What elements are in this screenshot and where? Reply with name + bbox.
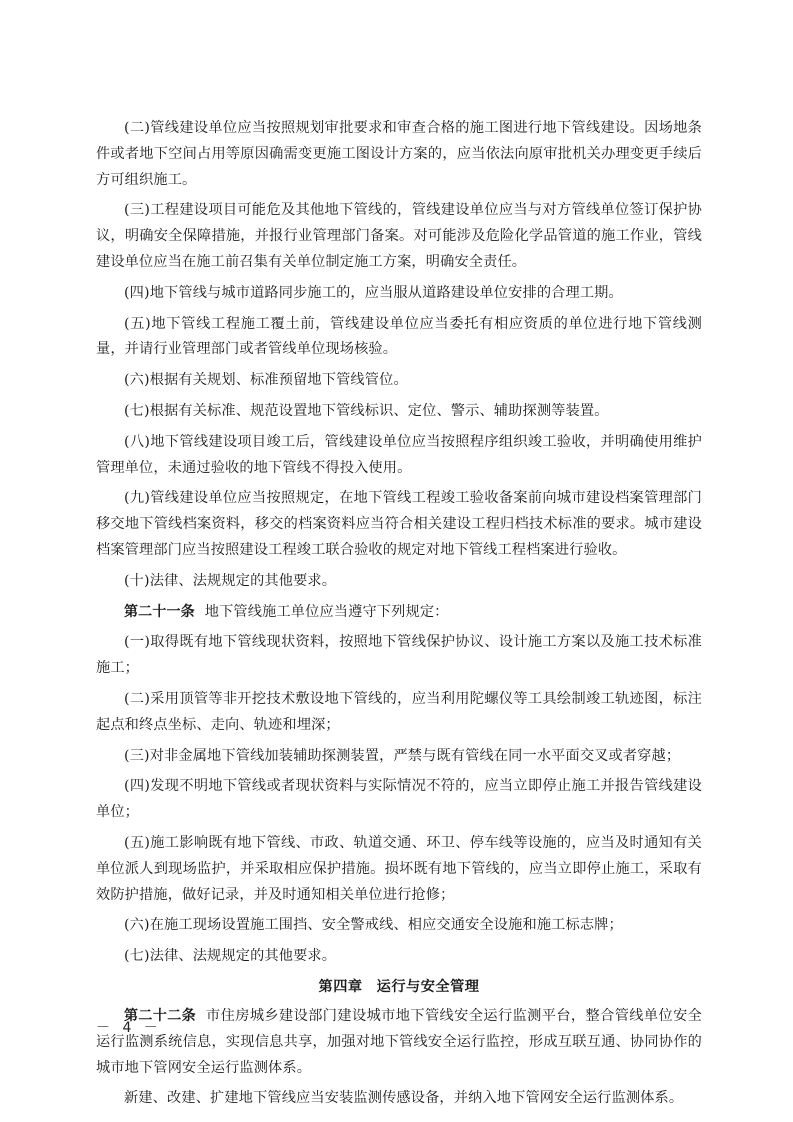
article-22-label: 第二十二条 <box>124 1007 197 1024</box>
rule-5: (五)施工影响既有地下管线、市政、轨道交通、环卫、停车线等设施的，应当及时通知有关单位派人到现场监护，并采取相应保护措施。损坏既有地下管线的，应当立即停止施工，采取有效防护措施，做好记录，并及时通知相关单位进行抢修； <box>96 834 702 903</box>
page-number: － 4 － <box>96 1020 162 1036</box>
article-21 <box>96 600 702 626</box>
rule-2: (二)采用顶管等非开挖技术敷设地下管线的，应当利用陀螺仪等工具绘制竣工轨迹图，标注起点和终点坐标、走向、轨迹和埋深； <box>96 690 702 733</box>
article-21-text: 地下管线施工单位应当遵守下列规定： <box>204 603 449 620</box>
clause-8: (八)地下管线建设项目竣工后，管线建设单位应当按照程序组织竣工验收，并明确使用维护管理单位，未通过验收的地下管线不得投入使用。 <box>96 433 702 476</box>
rule-6: (六)在施工现场设置施工围挡、安全警戒线、相应交通安全设施和施工标志牌； <box>124 917 623 934</box>
rule-1: (一)取得既有地下管线现状资料，按照地下管线保护协议、设计施工方案以及施工技术标准施工； <box>96 634 702 677</box>
article-22-text: 市住房城乡建设部门建设城市地下管线安全运行监测平台，整合管线单位安全运行监测系统信息，实现信息共享，加强对地下管线安全运行监控，形成互联互通、协同协作的城市地下管网安全运行监测体系。 <box>96 1007 703 1076</box>
rule-7: (七)法律、法规规定的其他要求。 <box>124 948 337 965</box>
article-22 <box>96 1004 702 1081</box>
page-body <box>96 116 702 1117</box>
rule-3: (三)对非金属地下管线加装辅助探测装置，严禁与既有管线在同一水平面交叉或者穿越； <box>124 747 681 764</box>
chapter-number: 第四章 <box>318 978 363 995</box>
clause-10: (十)法律、法规规定的其他要求。 <box>124 572 337 589</box>
article-21-label: 第二十一条 <box>124 603 195 620</box>
chapter-title: 运行与安全管理 <box>376 978 480 995</box>
clause-3: (三)工程建设项目可能危及其他地下管线的，管线建设单位应当与对方管线单位签订保护协议，明确安全保障措施，并报行业管理部门备案。对可能涉及危险化学品管道的施工作业，管线建设单位应当在施工前召集有关单位制定施工方案，明确安全责任。 <box>96 202 702 270</box>
rule-4: (四)发现不明地下管线或者现状资料与实际情况不符的，应当立即停止施工并报告管线建设单位； <box>96 778 702 821</box>
closing-paragraph: 新建、改建、扩建地下管线应当安装监测传感设备，并纳入地下管网安全运行监测体系。 <box>124 1090 684 1107</box>
clause-5: (五)地下管线工程施工覆土前，管线建设单位应当委托有相应资质的单位进行地下管线测量，并请行业管理部门或者管线单位现场核验。 <box>96 315 702 358</box>
clause-7: (七)根据有关标准、规范设置地下管线标识、定位、警示、辅助探测等装置。 <box>124 402 609 419</box>
clause-6: (六)根据有关规划、标准预留地下管线管位。 <box>124 372 408 389</box>
clause-9: (九)管线建设单位应当按照规定，在地下管线工程竣工验收备案前向城市建设档案管理部门移交地下管线档案资料，移交的档案资料应当符合相关建设工程归档技术标准的要求。城市建设档案管理部门应当按照建设工程竣工联合验收的规定对地下管线工程档案进行验收。 <box>96 490 702 558</box>
clause-4: (四)地下管线与城市道路同步施工的，应当服从道路建设单位安排的合理工期。 <box>124 284 623 301</box>
clause-2: (二)管线建设单位应当按照规划审批要求和审查合格的施工图进行地下管线建设。因场地条件或者地下空间占用等原因确需变更施工图设计方案的，应当依法向原审批机关办理变更手续后方可组织施工。 <box>96 120 702 188</box>
chapter-heading <box>96 975 702 1000</box>
